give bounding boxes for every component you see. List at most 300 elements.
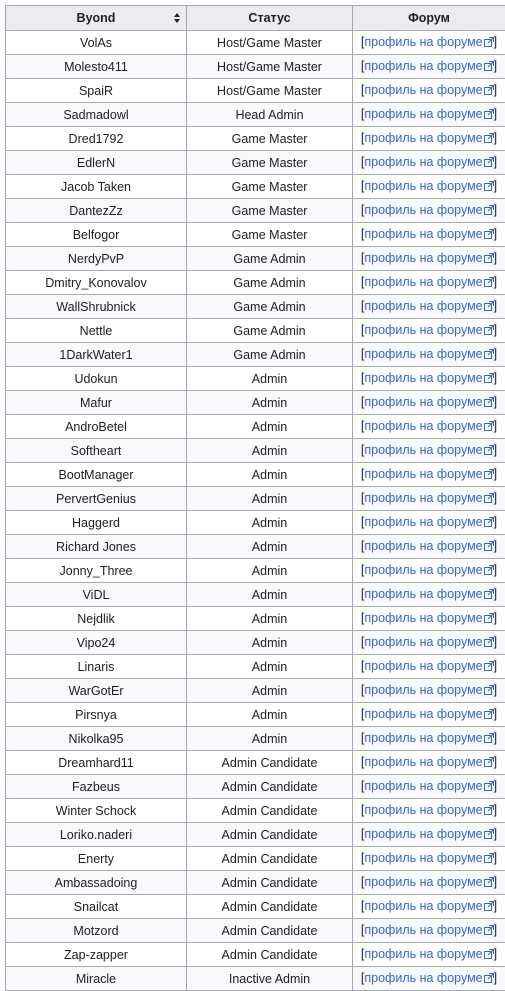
- external-link-icon: [484, 612, 494, 626]
- open-bracket: [: [361, 971, 364, 985]
- forum-profile-link-label: профиль на форуме: [364, 635, 482, 649]
- forum-cell: [353, 967, 505, 991]
- close-bracket: ]: [494, 539, 497, 553]
- byond-name-cell: Mafur: [6, 391, 187, 415]
- forum-profile-link-label: профиль на форуме: [364, 971, 482, 985]
- table-row: [6, 367, 505, 391]
- forum-profile-link-label: профиль на форуме: [364, 515, 482, 529]
- forum-profile-link-label: профиль на форуме: [364, 83, 482, 97]
- open-bracket: [: [361, 35, 364, 49]
- admins-table-container: [5, 5, 505, 991]
- close-bracket: ]: [494, 35, 497, 49]
- forum-cell: [353, 775, 505, 799]
- byond-name-cell: Sadmadowl: [6, 103, 187, 127]
- external-link-icon: [484, 804, 494, 818]
- open-bracket: [: [361, 179, 364, 193]
- status-cell: Game Master: [187, 199, 353, 223]
- forum-cell: [353, 727, 505, 751]
- external-link-icon: [484, 708, 494, 722]
- close-bracket: ]: [494, 851, 497, 865]
- external-link-icon: [484, 588, 494, 602]
- status-cell: Admin: [187, 655, 353, 679]
- table-row: [6, 151, 505, 175]
- forum-profile-link-label: профиль на форуме: [364, 347, 482, 361]
- header-byond[interactable]: [6, 6, 187, 31]
- external-link-icon: [484, 492, 494, 506]
- external-link-icon: [484, 156, 494, 170]
- forum-cell: [353, 535, 505, 559]
- byond-name-cell: Nejdlik: [6, 607, 187, 631]
- table-row: [6, 391, 505, 415]
- forum-profile-link[interactable]: [364, 635, 493, 649]
- open-bracket: [: [361, 587, 364, 601]
- forum-cell: [353, 655, 505, 679]
- status-cell: Admin: [187, 535, 353, 559]
- open-bracket: [: [361, 755, 364, 769]
- open-bracket: [: [361, 683, 364, 697]
- forum-cell: [353, 487, 505, 511]
- table-row: [6, 943, 505, 967]
- forum-profile-link-label: профиль на форуме: [364, 59, 482, 73]
- open-bracket: [: [361, 227, 364, 241]
- status-cell: Admin: [187, 415, 353, 439]
- open-bracket: [: [361, 251, 364, 265]
- status-cell: Host/Game Master: [187, 79, 353, 103]
- table-row: [6, 871, 505, 895]
- header-status: [187, 6, 353, 31]
- forum-profile-link-label: профиль на форуме: [364, 395, 482, 409]
- forum-profile-link-label: профиль на форуме: [364, 779, 482, 793]
- forum-cell: [353, 223, 505, 247]
- close-bracket: ]: [494, 875, 497, 889]
- forum-profile-link[interactable]: [364, 803, 493, 817]
- forum-profile-link[interactable]: [364, 227, 493, 241]
- forum-profile-link[interactable]: [364, 347, 493, 361]
- table-row: [6, 559, 505, 583]
- open-bracket: [: [361, 155, 364, 169]
- table-row: [6, 799, 505, 823]
- forum-profile-link-label: профиль на форуме: [364, 851, 482, 865]
- header-forum: [353, 6, 505, 31]
- forum-profile-link[interactable]: [364, 827, 493, 841]
- open-bracket: [: [361, 83, 364, 97]
- byond-name-cell: Snailcat: [6, 895, 187, 919]
- table-row: [6, 223, 505, 247]
- forum-cell: [353, 31, 505, 55]
- status-cell: Admin Candidate: [187, 775, 353, 799]
- status-cell: Admin: [187, 679, 353, 703]
- open-bracket: [: [361, 659, 364, 673]
- status-cell: Game Master: [187, 175, 353, 199]
- external-link-icon: [484, 132, 494, 146]
- forum-cell: [353, 703, 505, 727]
- close-bracket: ]: [494, 467, 497, 481]
- forum-cell: [353, 607, 505, 631]
- forum-profile-link[interactable]: [364, 851, 493, 865]
- forum-profile-link[interactable]: [364, 947, 493, 961]
- table-row: [6, 631, 505, 655]
- close-bracket: ]: [494, 275, 497, 289]
- byond-name-cell: AndroBetel: [6, 415, 187, 439]
- table-row: [6, 895, 505, 919]
- status-cell: Game Master: [187, 127, 353, 151]
- table-row: [6, 199, 505, 223]
- forum-cell: [353, 127, 505, 151]
- close-bracket: ]: [494, 491, 497, 505]
- status-cell: Admin: [187, 631, 353, 655]
- external-link-icon: [484, 372, 494, 386]
- external-link-icon: [484, 252, 494, 266]
- forum-profile-link-label: профиль на форуме: [364, 299, 482, 313]
- forum-profile-link[interactable]: [364, 59, 493, 73]
- forum-cell: [353, 871, 505, 895]
- table-row: [6, 31, 505, 55]
- close-bracket: ]: [494, 683, 497, 697]
- byond-name-cell: Jonny_Three: [6, 559, 187, 583]
- open-bracket: [: [361, 563, 364, 577]
- forum-profile-link[interactable]: [364, 275, 493, 289]
- forum-profile-link[interactable]: [364, 515, 493, 529]
- header-byond-label: Byond: [77, 11, 116, 25]
- forum-cell: [353, 679, 505, 703]
- forum-cell: [353, 151, 505, 175]
- status-cell: Admin Candidate: [187, 799, 353, 823]
- table-body: [6, 31, 505, 991]
- byond-name-cell: Fazbeus: [6, 775, 187, 799]
- forum-profile-link[interactable]: [364, 251, 493, 265]
- forum-profile-link-label: профиль на форуме: [364, 659, 482, 673]
- forum-profile-link[interactable]: [364, 539, 493, 553]
- forum-profile-link-label: профиль на форуме: [364, 923, 482, 937]
- forum-cell: [353, 511, 505, 535]
- forum-cell: [353, 367, 505, 391]
- open-bracket: [: [361, 539, 364, 553]
- external-link-icon: [484, 564, 494, 578]
- status-cell: Admin: [187, 607, 353, 631]
- forum-profile-link-label: профиль на форуме: [364, 683, 482, 697]
- status-cell: Inactive Admin: [187, 967, 353, 991]
- table-row: [6, 919, 505, 943]
- forum-profile-link[interactable]: [364, 35, 493, 49]
- forum-profile-link-label: профиль на форуме: [364, 467, 482, 481]
- external-link-icon: [484, 324, 494, 338]
- table-row: [6, 775, 505, 799]
- close-bracket: ]: [494, 899, 497, 913]
- forum-cell: [353, 295, 505, 319]
- byond-name-cell: Belfogor: [6, 223, 187, 247]
- table-row: [6, 439, 505, 463]
- status-cell: Game Admin: [187, 247, 353, 271]
- open-bracket: [: [361, 323, 364, 337]
- forum-cell: [353, 175, 505, 199]
- status-cell: Game Admin: [187, 295, 353, 319]
- forum-profile-link[interactable]: [364, 299, 493, 313]
- forum-cell: [353, 919, 505, 943]
- external-link-icon: [484, 948, 494, 962]
- open-bracket: [: [361, 899, 364, 913]
- byond-name-cell: Jacob Taken: [6, 175, 187, 199]
- open-bracket: [: [361, 827, 364, 841]
- byond-name-cell: Dmitry_Konovalov: [6, 271, 187, 295]
- open-bracket: [: [361, 419, 364, 433]
- status-cell: Game Admin: [187, 319, 353, 343]
- external-link-icon: [484, 60, 494, 74]
- open-bracket: [: [361, 275, 364, 289]
- forum-cell: [353, 559, 505, 583]
- close-bracket: ]: [494, 803, 497, 817]
- open-bracket: [: [361, 851, 364, 865]
- forum-cell: [353, 103, 505, 127]
- forum-profile-link-label: профиль на форуме: [364, 755, 482, 769]
- table-row: [6, 415, 505, 439]
- byond-name-cell: Ambassadoing: [6, 871, 187, 895]
- table-header-row: [6, 6, 505, 31]
- status-cell: Game Admin: [187, 271, 353, 295]
- open-bracket: [: [361, 611, 364, 625]
- close-bracket: ]: [494, 83, 497, 97]
- status-cell: Admin: [187, 703, 353, 727]
- table-row: [6, 703, 505, 727]
- close-bracket: ]: [494, 635, 497, 649]
- status-cell: Admin: [187, 391, 353, 415]
- forum-profile-link[interactable]: [364, 203, 493, 217]
- open-bracket: [: [361, 347, 364, 361]
- byond-name-cell: VolAs: [6, 31, 187, 55]
- close-bracket: ]: [494, 395, 497, 409]
- forum-profile-link[interactable]: [364, 467, 493, 481]
- table-row: [6, 751, 505, 775]
- forum-cell: [353, 391, 505, 415]
- forum-profile-link[interactable]: [364, 875, 493, 889]
- open-bracket: [: [361, 59, 364, 73]
- open-bracket: [: [361, 635, 364, 649]
- forum-profile-link[interactable]: [364, 755, 493, 769]
- forum-profile-link[interactable]: [364, 779, 493, 793]
- forum-profile-link-label: профиль на форуме: [364, 827, 482, 841]
- forum-profile-link-label: профиль на форуме: [364, 107, 482, 121]
- close-bracket: ]: [494, 563, 497, 577]
- forum-profile-link[interactable]: [364, 587, 493, 601]
- open-bracket: [: [361, 875, 364, 889]
- byond-name-cell: SpaiR: [6, 79, 187, 103]
- status-cell: Admin: [187, 583, 353, 607]
- forum-profile-link-label: профиль на форуме: [364, 587, 482, 601]
- external-link-icon: [484, 876, 494, 890]
- forum-profile-link[interactable]: [364, 923, 493, 937]
- close-bracket: ]: [494, 131, 497, 145]
- close-bracket: ]: [494, 59, 497, 73]
- close-bracket: ]: [494, 203, 497, 217]
- status-cell: Admin Candidate: [187, 871, 353, 895]
- byond-name-cell: EdlerN: [6, 151, 187, 175]
- byond-name-cell: DantezZz: [6, 199, 187, 223]
- forum-profile-link[interactable]: [364, 155, 493, 169]
- table-row: [6, 487, 505, 511]
- forum-profile-link-label: профиль на форуме: [364, 323, 482, 337]
- external-link-icon: [484, 540, 494, 554]
- byond-name-cell: Softheart: [6, 439, 187, 463]
- table-row: [6, 247, 505, 271]
- close-bracket: ]: [494, 251, 497, 265]
- header-status-label: Статус: [248, 11, 290, 25]
- external-link-icon: [484, 756, 494, 770]
- open-bracket: [: [361, 371, 364, 385]
- byond-name-cell: 1DarkWater1: [6, 343, 187, 367]
- byond-name-cell: Dred1792: [6, 127, 187, 151]
- byond-name-cell: Dreamhard11: [6, 751, 187, 775]
- external-link-icon: [484, 516, 494, 530]
- forum-profile-link[interactable]: [364, 395, 493, 409]
- external-link-icon: [484, 276, 494, 290]
- forum-profile-link-label: профиль на форуме: [364, 707, 482, 721]
- close-bracket: ]: [494, 779, 497, 793]
- byond-name-cell: WarGotEr: [6, 679, 187, 703]
- byond-name-cell: BootManager: [6, 463, 187, 487]
- forum-profile-link[interactable]: [364, 971, 493, 985]
- forum-profile-link-label: профиль на форуме: [364, 899, 482, 913]
- byond-name-cell: Zap-zapper: [6, 943, 187, 967]
- table-row: [6, 127, 505, 151]
- forum-profile-link[interactable]: [364, 563, 493, 577]
- byond-name-cell: PervertGenius: [6, 487, 187, 511]
- table-row: [6, 823, 505, 847]
- close-bracket: ]: [494, 155, 497, 169]
- external-link-icon: [484, 36, 494, 50]
- close-bracket: ]: [494, 731, 497, 745]
- table-row: [6, 655, 505, 679]
- forum-profile-link-label: профиль на форуме: [364, 803, 482, 817]
- forum-cell: [353, 439, 505, 463]
- forum-profile-link-label: профиль на форуме: [364, 275, 482, 289]
- table-row: [6, 103, 505, 127]
- forum-cell: [353, 847, 505, 871]
- forum-profile-link[interactable]: [364, 731, 493, 745]
- forum-cell: [353, 943, 505, 967]
- status-cell: Admin: [187, 511, 353, 535]
- status-cell: Admin Candidate: [187, 895, 353, 919]
- external-link-icon: [484, 444, 494, 458]
- close-bracket: ]: [494, 707, 497, 721]
- open-bracket: [: [361, 923, 364, 937]
- status-cell: Admin: [187, 439, 353, 463]
- sort-arrows-icon[interactable]: [174, 13, 181, 23]
- status-cell: Admin: [187, 463, 353, 487]
- forum-profile-link[interactable]: [364, 107, 493, 121]
- forum-profile-link[interactable]: [364, 179, 493, 193]
- external-link-icon: [484, 852, 494, 866]
- byond-name-cell: Vipo24: [6, 631, 187, 655]
- close-bracket: ]: [494, 587, 497, 601]
- open-bracket: [: [361, 947, 364, 961]
- status-cell: Admin: [187, 367, 353, 391]
- open-bracket: [: [361, 395, 364, 409]
- external-link-icon: [484, 228, 494, 242]
- forum-profile-link[interactable]: [364, 683, 493, 697]
- status-cell: Admin: [187, 727, 353, 751]
- forum-profile-link-label: профиль на форуме: [364, 155, 482, 169]
- status-cell: Admin Candidate: [187, 847, 353, 871]
- forum-profile-link[interactable]: [364, 611, 493, 625]
- forum-cell: [353, 55, 505, 79]
- byond-name-cell: ViDL: [6, 583, 187, 607]
- forum-profile-link[interactable]: [364, 659, 493, 673]
- external-link-icon: [484, 108, 494, 122]
- byond-name-cell: Loriko.naderi: [6, 823, 187, 847]
- byond-name-cell: Winter Schock: [6, 799, 187, 823]
- open-bracket: [: [361, 467, 364, 481]
- byond-name-cell: Nettle: [6, 319, 187, 343]
- forum-cell: [353, 823, 505, 847]
- table-row: [6, 463, 505, 487]
- status-cell: Admin Candidate: [187, 943, 353, 967]
- forum-profile-link-label: профиль на форуме: [364, 35, 482, 49]
- table-row: [6, 607, 505, 631]
- status-cell: Host/Game Master: [187, 55, 353, 79]
- forum-profile-link[interactable]: [364, 707, 493, 721]
- forum-profile-link-label: профиль на форуме: [364, 131, 482, 145]
- open-bracket: [: [361, 731, 364, 745]
- forum-profile-link-label: профиль на форуме: [364, 371, 482, 385]
- close-bracket: ]: [494, 827, 497, 841]
- status-cell: Host/Game Master: [187, 31, 353, 55]
- forum-profile-link-label: профиль на форуме: [364, 563, 482, 577]
- external-link-icon: [484, 468, 494, 482]
- byond-name-cell: Haggerd: [6, 511, 187, 535]
- forum-profile-link-label: профиль на форуме: [364, 203, 482, 217]
- forum-cell: [353, 247, 505, 271]
- forum-profile-link-label: профиль на форуме: [364, 443, 482, 457]
- open-bracket: [: [361, 515, 364, 529]
- byond-name-cell: Molesto411: [6, 55, 187, 79]
- forum-profile-link-label: профиль на форуме: [364, 611, 482, 625]
- external-link-icon: [484, 924, 494, 938]
- forum-cell: [353, 415, 505, 439]
- forum-profile-link[interactable]: [364, 491, 493, 505]
- forum-profile-link[interactable]: [364, 419, 493, 433]
- table-row: [6, 175, 505, 199]
- close-bracket: ]: [494, 107, 497, 121]
- external-link-icon: [484, 900, 494, 914]
- external-link-icon: [484, 420, 494, 434]
- forum-profile-link[interactable]: [364, 83, 493, 97]
- external-link-icon: [484, 660, 494, 674]
- forum-cell: [353, 799, 505, 823]
- table-row: [6, 55, 505, 79]
- external-link-icon: [484, 684, 494, 698]
- close-bracket: ]: [494, 755, 497, 769]
- forum-cell: [353, 199, 505, 223]
- forum-profile-link[interactable]: [364, 371, 493, 385]
- open-bracket: [: [361, 779, 364, 793]
- forum-cell: [353, 319, 505, 343]
- byond-name-cell: NerdyPvP: [6, 247, 187, 271]
- forum-profile-link[interactable]: [364, 899, 493, 913]
- external-link-icon: [484, 300, 494, 314]
- forum-profile-link-label: профиль на форуме: [364, 539, 482, 553]
- forum-profile-link[interactable]: [364, 131, 493, 145]
- table-row: [6, 535, 505, 559]
- forum-profile-link[interactable]: [364, 323, 493, 337]
- forum-cell: [353, 343, 505, 367]
- close-bracket: ]: [494, 371, 497, 385]
- close-bracket: ]: [494, 659, 497, 673]
- external-link-icon: [484, 180, 494, 194]
- table-row: [6, 679, 505, 703]
- external-link-icon: [484, 396, 494, 410]
- forum-profile-link[interactable]: [364, 443, 493, 457]
- forum-cell: [353, 271, 505, 295]
- open-bracket: [: [361, 443, 364, 457]
